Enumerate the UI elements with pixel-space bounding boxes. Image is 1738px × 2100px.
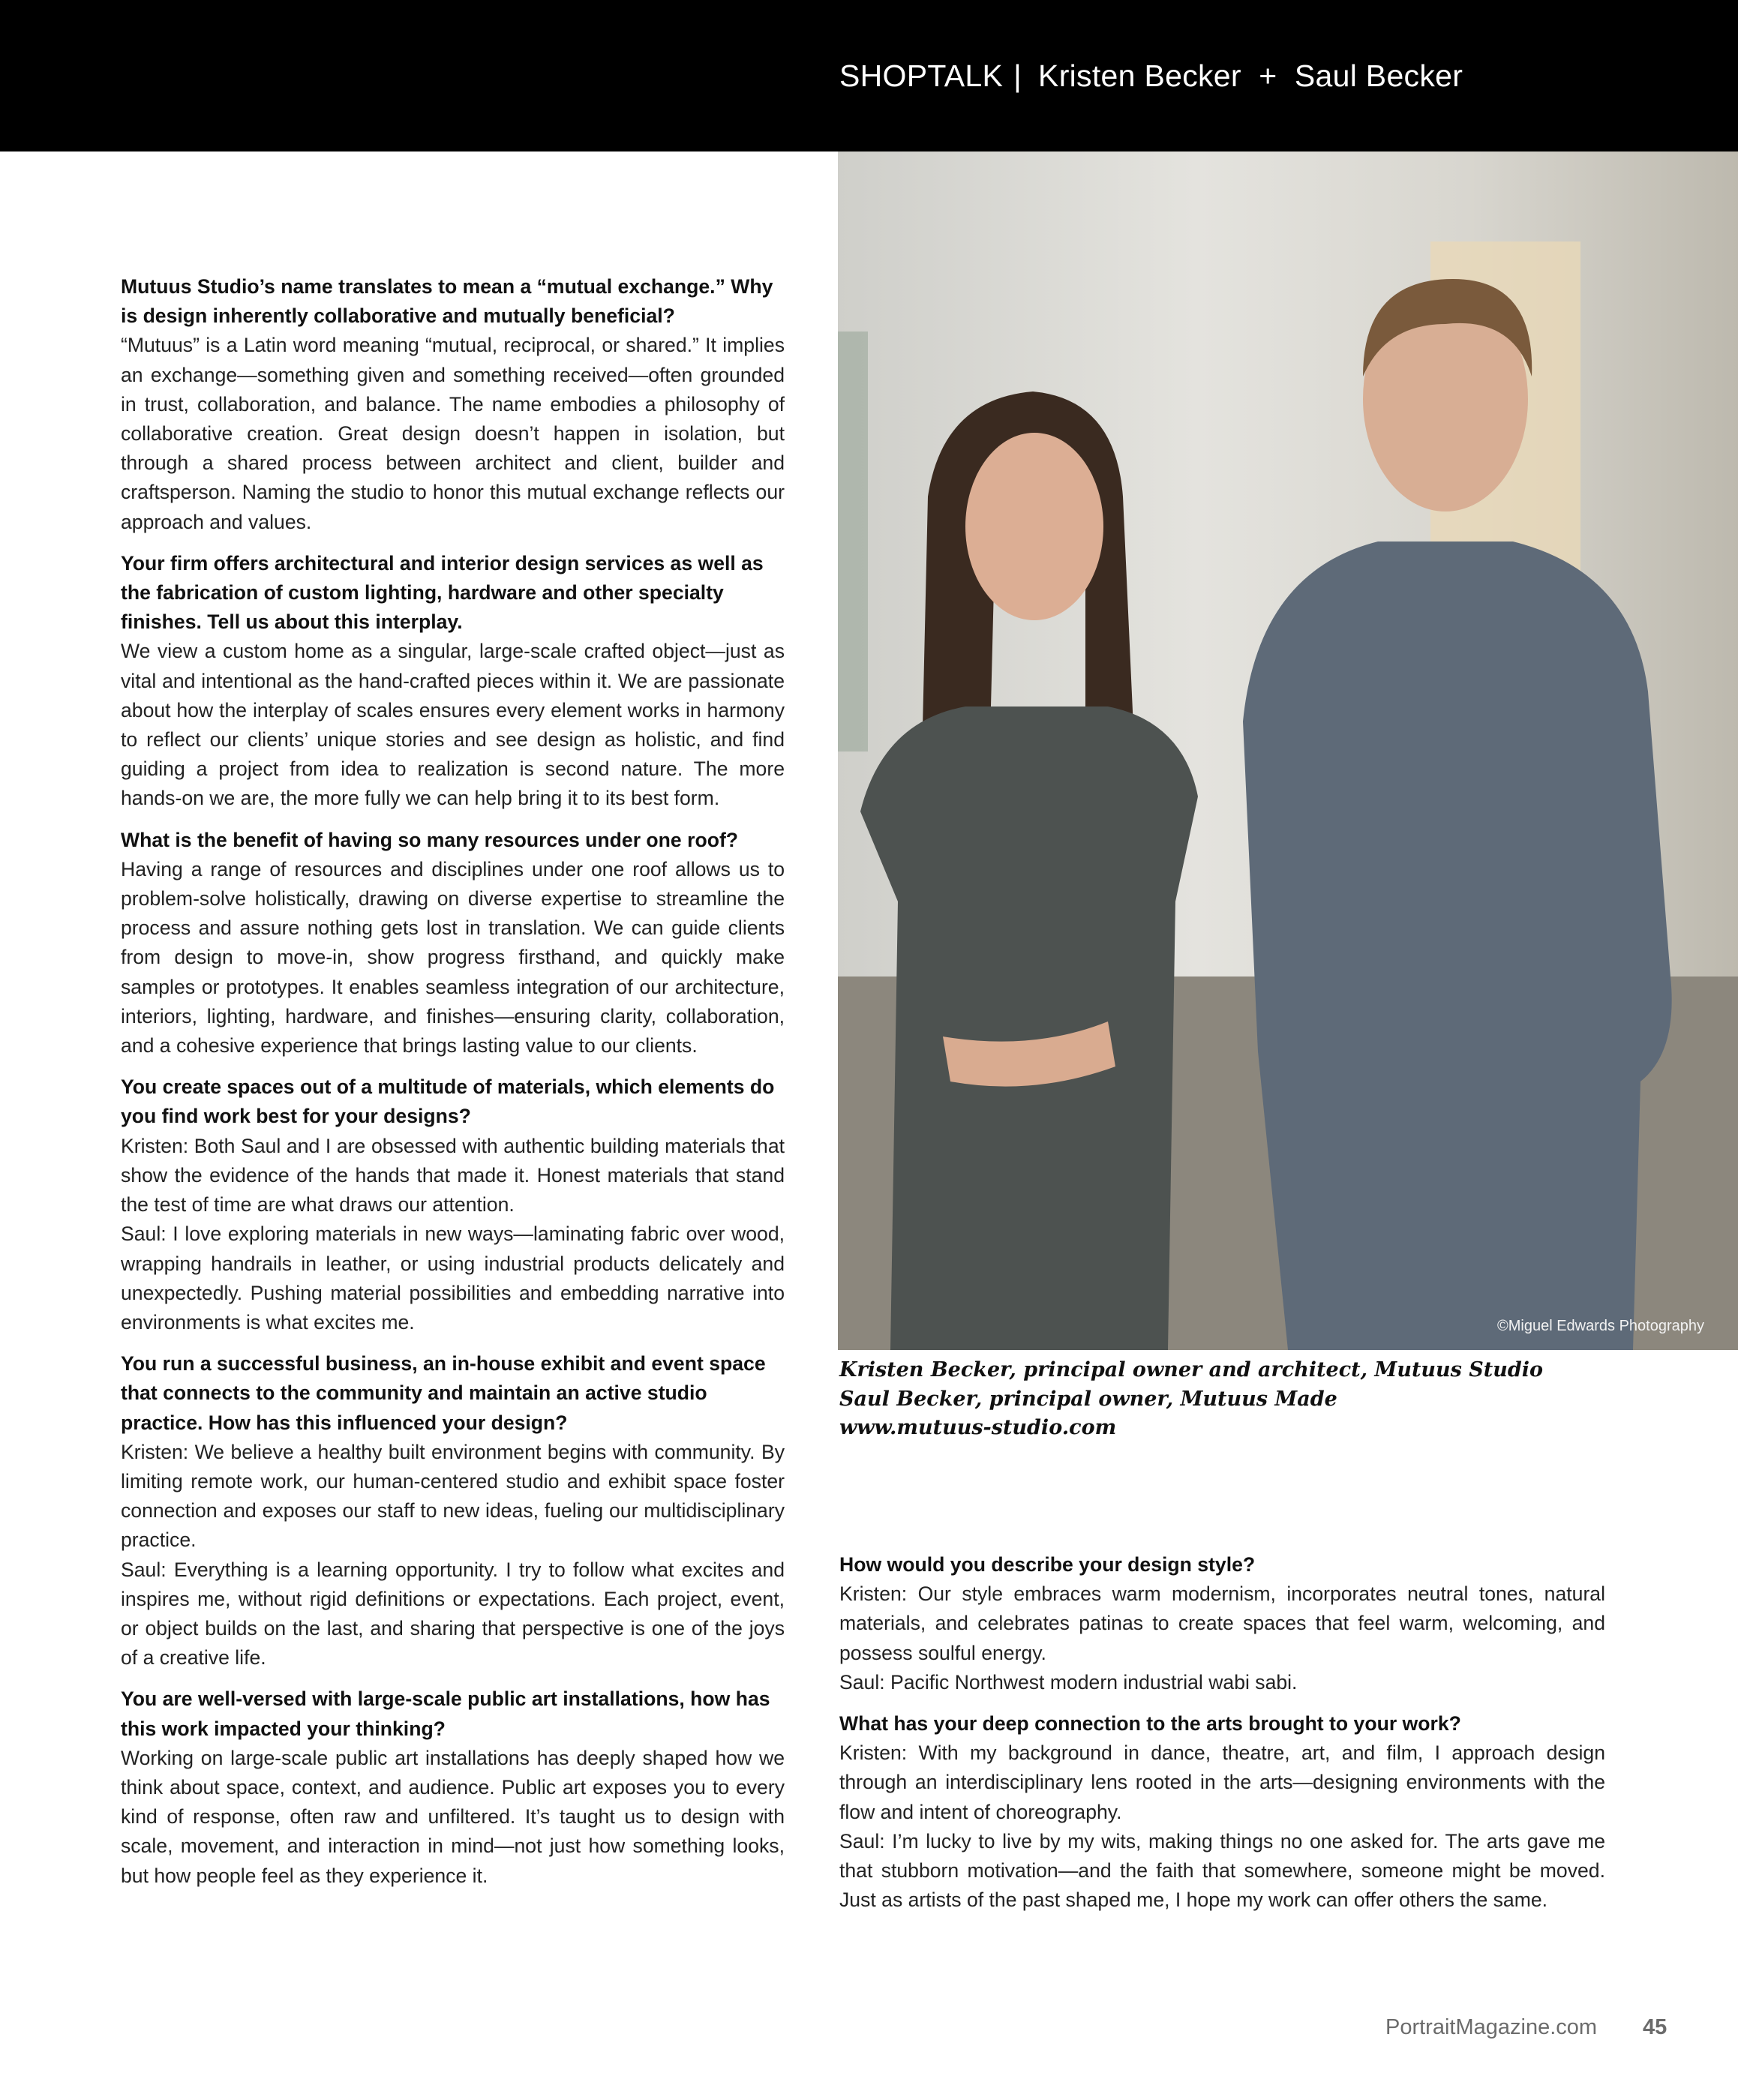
qa-section: [121, 272, 785, 537]
header-title: [839, 58, 1463, 94]
question: What has your deep connection to the arts brought to your work?: [839, 1712, 1461, 1736]
footer-site: PortraitMagazine.com: [1385, 2015, 1598, 2039]
portrait-illustration: [838, 152, 1738, 1350]
qa-section: [121, 549, 785, 814]
question: You are well-versed with large-scale public art installations, how has this work impacted your thinking?: [121, 1688, 770, 1740]
answer: We view a custom home as a singular, large-scale crafted object—just as vital and intentional as the hand-crafted pieces within it. We are passionate about how the interplay of scales ensures every element works in harmony to reflect our clients’ unique stories and see design as holistic, and find guiding a project from idea to realization is second nature. The more hands-on we are, the more fully we can help bring it to its best form.: [121, 640, 785, 810]
question: You run a successful business, an in-house exhibit and event space that connects to the community and maintain an active studio practice. How has this influenced your design?: [121, 1352, 766, 1434]
answer-kristen: Kristen: We believe a healthy built environment begins with community. By limiting remote work, our human-centered studio and exhibit space foster connection and exposes our staff to new ideas, fueling our multidisciplinary practice.: [121, 1440, 785, 1552]
answer-kristen: Kristen: Both Saul and I are obsessed with authentic building materials that show the evidence of the hands that made it. Honest materials that stand the test of time are what draws our attention.: [121, 1134, 785, 1216]
answer-saul: Saul: Pacific Northwest modern industrial wabi sabi.: [839, 1670, 1298, 1694]
portrait-photo: [838, 152, 1738, 1350]
photo-caption: [839, 1356, 1543, 1443]
header-separator: |: [1013, 58, 1022, 93]
qa-section: [121, 1072, 785, 1337]
question: How would you describe your design style?: [839, 1553, 1256, 1576]
answer: “Mutuus” is a Latin word meaning “mutual, reciprocal, or shared.” It implies an exchange—something given and something received—often grounded in trust, collaboration, and balance. The name embodies a philosophy of collaborative creation. Great design doesn’t happen in isolation, but through a shared process between architect and client, builder and craftsperson. Naming the studio to honor this mutual exchange reflects our approach and values.: [121, 334, 785, 533]
section-kicker: SHOPTALK: [839, 58, 1004, 93]
page-number: 45: [1643, 2015, 1667, 2039]
answer-saul: Saul: I’m lucky to live by my wits, making things no one asked for. The arts gave me that stubborn motivation—and the faith that somewhere, someone might be moved. Just as artists of the past shaped me, I hope my work can offer others the same.: [839, 1829, 1605, 1912]
answer: Working on large-scale public art installations has deeply shaped how we think about space, context, and audience. Public art exposes you to every kind of response, often raw and unfiltered. It’s taught us to design with scale, movement, and interaction in mind—not just how something looks, but how people feel as they experience it.: [121, 1746, 785, 1887]
qa-section: [839, 1550, 1605, 1697]
answer-saul: Saul: Everything is a learning opportunity. I try to follow what excites and inspires me, without rigid definitions or expectations. Each project, event, or object builds on the last, and sharing that perspective is one of the joys of a creative life.: [121, 1558, 785, 1670]
answer: Having a range of resources and disciplines under one roof allows us to problem-solve holistically, drawing on diverse expertise to streamline the process and assure nothing gets lost in translation. We can guide clients from design to move-in, show progress firsthand, and quickly make samples or prototypes. It enables seamless integration of our architecture, interiors, lighting, hardware, and finishes—ensuring clarity, collaboration, and a cohesive experience that brings lasting value to our clients.: [121, 857, 785, 1058]
header-bar: [0, 0, 1738, 152]
qa-section: [121, 1349, 785, 1672]
caption-line: Saul Becker, principal owner, Mutuus Made: [839, 1387, 1337, 1411]
answer-saul: Saul: I love exploring materials in new ways—laminating fabric over wood, wrapping handrails in leather, or using industrial products delicately and unexpectedly. Pushing material possibilities and embedding narrative into environments is what excites me.: [121, 1222, 785, 1334]
question: You create spaces out of a multitude of materials, which elements do you find work best for your designs?: [121, 1076, 775, 1128]
answer-kristen: Kristen: With my background in dance, theatre, art, and film, I approach design through an interdisciplinary lens rooted in the arts—designing environments with the flow and intent of choreography.: [839, 1742, 1605, 1823]
caption-line: Kristen Becker, principal owner and architect, Mutuus Studio: [839, 1358, 1544, 1382]
right-column: [839, 1550, 1605, 1927]
interviewee-names: Kristen Becker + Saul Becker: [1038, 58, 1463, 93]
question: Mutuus Studio’s name translates to mean a “mutual exchange.” Why is design inherently collaborative and mutually beneficial?: [121, 275, 773, 328]
caption-website: www.mutuus-studio.com: [839, 1416, 1117, 1439]
photo-credit: ©Miguel Edwards Photography: [1497, 1318, 1704, 1334]
qa-section: [839, 1709, 1605, 1915]
question: What is the benefit of having so many resources under one roof?: [121, 828, 739, 851]
qa-section: [121, 826, 785, 1061]
left-column: [121, 272, 785, 1903]
qa-section: [121, 1684, 785, 1890]
answer-kristen: Kristen: Our style embraces warm modernism, incorporates neutral tones, natural materials, and celebrates patinas to create spaces that feel warm, welcoming, and possess soulful energy.: [839, 1582, 1605, 1664]
question: Your firm offers architectural and interior design services as well as the fabrication of custom lighting, hardware and other specialty finishes. Tell us about this interplay.: [121, 551, 764, 634]
